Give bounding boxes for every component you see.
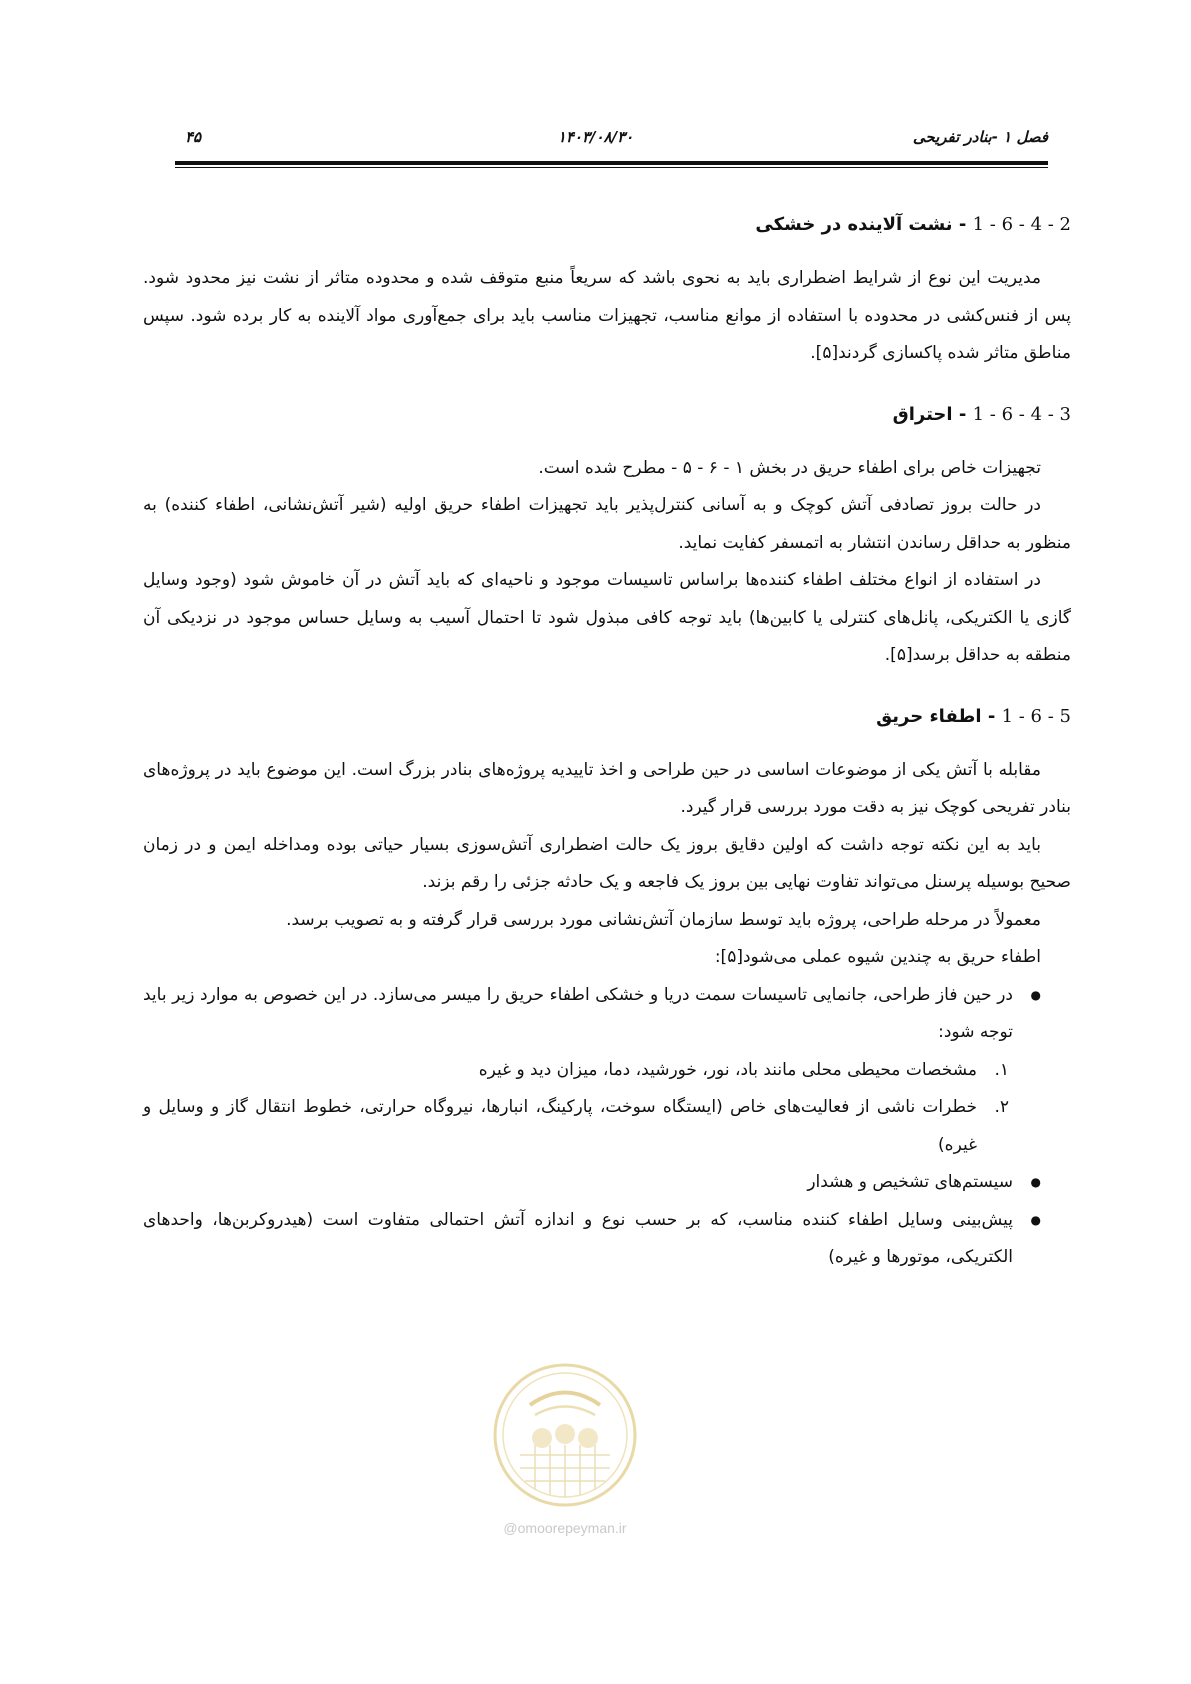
paragraph: مقابله با آتش یکی از موضوعات اساسی در حین طراحی و اخذ تاییدیه پروژه‌های بنادر بزرگ است. این موضوع باید در پروژه‌های بنادر تفریحی کوچک نیز به دقت مورد بررسی قرار گیرد. xyxy=(143,759,1071,817)
section-heading: 1 - 6 - 4 - 2 - نشت آلاینده در خشکی xyxy=(755,214,1071,235)
bullet-item: ● در حین فاز طراحی، جانمایی تاسیسات سمت دریا و خشکی اطفاء حریق را میسر می‌سازد. در این خصوص به موارد زیر باید توجه شود: xyxy=(143,977,1071,1052)
page-header xyxy=(143,128,1048,158)
bullet-list xyxy=(143,977,1071,1052)
chapter-title: فصل ۱ -بنادر تفریحی xyxy=(912,128,1048,146)
numbered-item: ۲. خطرات ناشی از فعالیت‌های خاص (ایستگاه سوخت، پارکینگ، انبارها، نیروگاه حرارتی، خطوط انتقال گاز و وسایل و غیره) xyxy=(143,1097,1009,1155)
bullet-item: ● سیستم‌های تشخیص و هشدار xyxy=(143,1164,1071,1202)
section-heading: 1 - 6 - 4 - 3 - احتراق xyxy=(892,403,1071,425)
watermark-site: @omoorepeyman.ir xyxy=(503,1520,627,1536)
paragraph: در استفاده از انواع مختلف اطفاء کننده‌ها براساس تاسیسات موجود و ناحیه‌ای که باید آتش در آن خاموش شود (وجود وسایل گازی یا الکتریکی، پانل‌های کنترلی یا کابین‌ها) باید توجه کافی مبذول شود تا احتمال آسیب به وسایل حساس موجود در نزدیکی آن منطقه به حداقل برسد[۵]. xyxy=(143,570,1071,665)
paragraph: باید به این نکته توجه داشت که اولین دقایق بروز یک حالت اضطراری آتش‌سوزی بسیار حیاتی بوده ومداخله ایمن و در زمان صحیح بوسیله پرسنل می‌تواند تفاوت نهایی بین بروز یک فاجعه و یک حادثه جزئی را رقم بزند. xyxy=(143,834,1071,892)
main-content xyxy=(143,205,1071,1277)
bullet-list xyxy=(143,1164,1071,1277)
paragraph: معمولاً در مرحله طراحی، پروژه باید توسط سازمان آتش‌نشانی مورد بررسی قرار گرفته و به تصویب برسد. xyxy=(286,909,1041,930)
numbered-list xyxy=(143,1052,1071,1165)
paragraph: مدیریت این نوع از شرایط اضطراری باید به نحوی باشد که سریعاً منبع متوقف شده و محدوده متاثر از نشت نیز محدود شود. پس از فنس‌کشی در محدوده با استفاده از موانع مناسب، تجهیزات مناسب باید برای جمع‌آوری مواد آلاینده به کار برده شود. سپس مناطق متاثر شده پاکسازی گردند[۵]. xyxy=(143,268,1071,363)
header-rule-thick xyxy=(175,161,1048,165)
paragraph: اطفاء حریق به چندین شیوه عملی می‌شود[۵]: xyxy=(714,947,1041,967)
bullet-item: ● پیش‌بینی وسایل اطفاء کننده مناسب، که بر حسب نوع و اندازه آتش احتمالی متفاوت است (هیدروکربن‌ها، واحدهای الکتریکی، موتورها و غیره) xyxy=(143,1202,1071,1277)
numbered-item: ۱. مشخصات محیطی محلی مانند باد، نور، خورشید، دما، میزان دید و غیره xyxy=(478,1059,1009,1080)
paragraph: در حالت بروز تصادفی آتش کوچک و به آسانی کنترل‌پذیر باید تجهیزات اطفاء حریق اولیه (شیر آتش‌نشانی، اطفاء کننده) به منظور به حداقل رساندن انتشار به اتمسفر کفایت نماید. xyxy=(143,495,1071,553)
page-number: ۴۵ xyxy=(185,128,202,146)
header-date: ۱۴۰۳/۰۸/۳۰ xyxy=(557,128,634,146)
watermark-seal-icon xyxy=(490,1360,640,1510)
header-rule-thin xyxy=(175,167,1048,168)
section-heading: 1 - 6 - 5 - اطفاء حریق xyxy=(876,705,1071,727)
paragraph: تجهیزات خاص برای اطفاء حریق در بخش ۱ - ۶ - ۵ - مطرح شده است. xyxy=(538,457,1041,478)
